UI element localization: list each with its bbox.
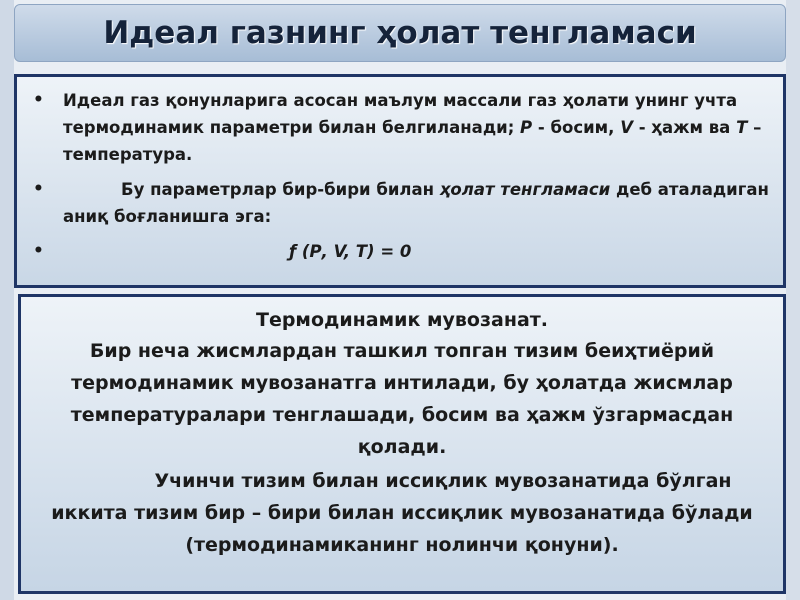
zeroth-law-paragraph xyxy=(33,465,771,561)
bullet2-text-a: Бу параметрлар бир-бири билан xyxy=(121,180,440,199)
bullet-item-formula xyxy=(33,238,771,265)
pressure-text: - босим, xyxy=(532,118,621,137)
bullet-marker: • xyxy=(33,179,44,199)
bullet1-text: Идеал газ қонунларига асосан маълум массали газ ҳолати унинг учта термодинамик параметри билан белгиланади; xyxy=(63,91,738,137)
volume-symbol: V xyxy=(620,118,633,137)
right-edge-stripe xyxy=(786,0,800,600)
slide-title: Идеал газнинг ҳолат тенгламаси xyxy=(103,15,697,51)
bullet-marker: • xyxy=(33,241,44,261)
state-equation-formula: ƒ (Р, V, Т) = 0 xyxy=(289,242,412,261)
state-equation-box xyxy=(14,74,786,288)
bullet-item-parameters xyxy=(33,87,771,168)
zeroth-law-text: Учинчи тизим билан иссиқлик мувозанатида бўлган иккита тизим бир – бири билан иссиқлик мувозанатида бўлади (термодинамиканинг нолинчи қонуни). xyxy=(51,470,753,556)
volume-text: - ҳажм ва xyxy=(632,118,737,137)
slide-title-bar xyxy=(14,4,786,62)
equilibrium-heading: Термодинамик мувозанат. xyxy=(255,309,549,331)
thermodynamic-equilibrium-box xyxy=(18,294,786,594)
bullet2-italic-term: ҳолат тенгламаси xyxy=(439,180,611,199)
bullet-item-relation xyxy=(33,176,771,230)
equilibrium-paragraph: Бир неча жисмлардан ташкил топган тизим беиҳтиёрий термодинамик мувозанатга интилади, бу ҳолатда жисмлар температуралари тенглашади, босим ва ҳажм ўзгармасдан қолади. xyxy=(70,340,734,458)
temperature-text: – температура. xyxy=(63,118,762,164)
bullet-marker: • xyxy=(33,90,44,110)
bullet2-text-b: деб аталадиган аниқ боғланишга эга: xyxy=(63,180,769,226)
temperature-symbol: Т xyxy=(736,118,748,137)
left-edge-stripe xyxy=(0,0,14,600)
pressure-symbol: Р xyxy=(520,118,533,137)
